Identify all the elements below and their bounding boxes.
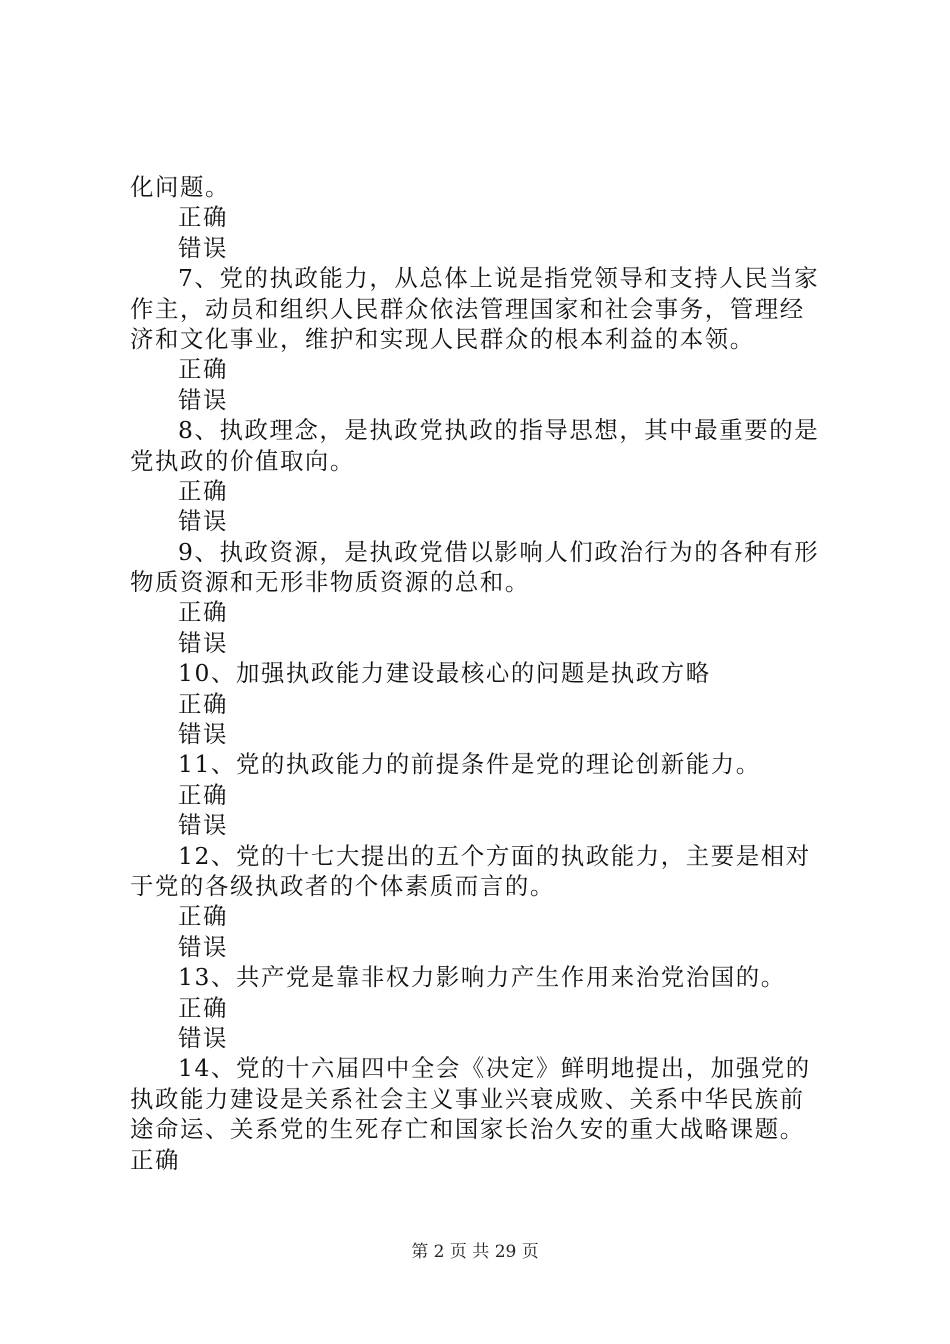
question-text-line: 于党的各级执政者的个体素质而言的。 <box>130 871 555 900</box>
question-text-line: 济和文化事业，维护和实现人民群众的根本利益的本领。 <box>130 324 755 353</box>
option-correct: 正确 <box>178 598 228 627</box>
option-correct: 正确 <box>178 993 228 1022</box>
option-wrong: 错误 <box>178 385 228 414</box>
question-text-line: 作主，动员和组织人民群众依法管理国家和社会事务，管理经 <box>130 294 805 323</box>
question-text-line: 执政能力建设是关系社会主义事业兴衰成败、关系中华民族前 <box>130 1084 805 1113</box>
question-text-line: 11、党的执政能力的前提条件是党的理论创新能力。 <box>178 750 761 779</box>
option-wrong: 错误 <box>178 507 228 536</box>
option-wrong: 错误 <box>178 811 228 840</box>
option-correct: 正确 <box>178 476 228 505</box>
option-wrong: 错误 <box>178 628 228 657</box>
question-text-line: 7、党的执政能力，从总体上说是指党领导和支持人民当家 <box>178 264 820 293</box>
option-correct: 正确 <box>178 203 228 232</box>
question-text-line: 13、共产党是靠非权力影响力产生作用来治党治国的。 <box>178 963 786 992</box>
option-correct: 正确 <box>130 1145 180 1174</box>
option-correct: 正确 <box>178 780 228 809</box>
option-wrong: 错误 <box>178 720 228 749</box>
question-text-line: 化问题。 <box>130 173 230 201</box>
question-text-line: 10、加强执政能力建设最核心的问题是执政方略 <box>178 659 711 688</box>
option-correct: 正确 <box>178 355 228 384</box>
option-correct: 正确 <box>178 689 228 718</box>
question-text-line: 8、执政理念，是执政党执政的指导思想，其中最重要的是 <box>178 416 820 445</box>
option-wrong: 错误 <box>178 233 228 262</box>
question-text-line: 14、党的十六届四中全会《决定》鲜明地提出，加强党的 <box>178 1054 811 1083</box>
document-body <box>130 172 835 1175</box>
option-correct: 正确 <box>178 902 228 931</box>
question-text-line: 物质资源和无形非物质资源的总和。 <box>130 568 530 597</box>
question-text-line: 9、执政资源，是执政党借以影响人们政治行为的各种有形 <box>178 537 820 566</box>
option-wrong: 错误 <box>178 932 228 961</box>
question-text-line: 途命运、关系党的生死存亡和国家长治久安的重大战略课题。 <box>130 1115 805 1144</box>
question-text-line: 12、党的十七大提出的五个方面的执政能力，主要是相对 <box>178 841 811 870</box>
question-text-line: 党执政的价值取向。 <box>130 446 355 475</box>
option-wrong: 错误 <box>178 1023 228 1052</box>
page-footer: 第 2 页 共 29 页 <box>411 1242 539 1262</box>
